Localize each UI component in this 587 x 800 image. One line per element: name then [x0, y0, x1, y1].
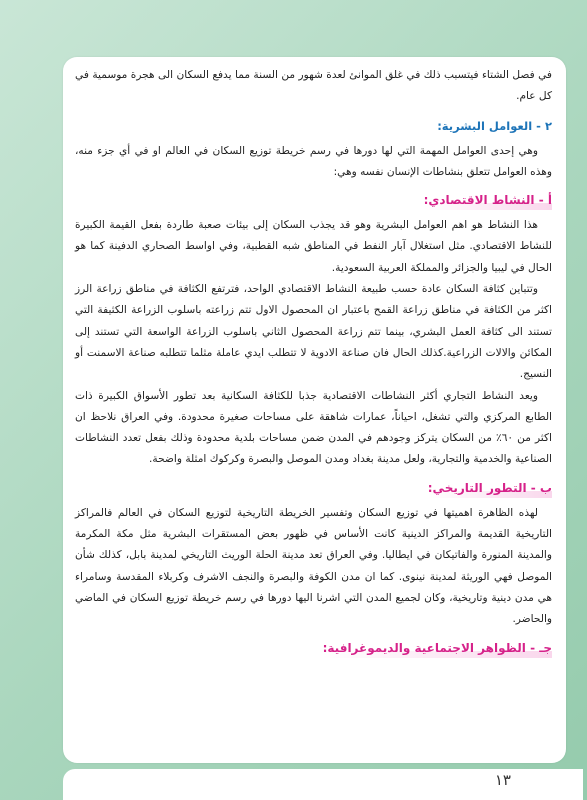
economic-paragraph-1: هذا النشاط هو اهم العوامل البشرية وهو قد يجذب السكان إلى بيئات صعبة طاردة بفعل القيمة الكبيرة للنشاط الاقتصادي. مثل استغلال آبار النفط في المناطق شبه القطبية، وفي اواسط الصحاري الدفينة كما هو الحال في ليبيا والجزائر والمملكة العربية السعودية.	[75, 219, 552, 274]
subheading-economic-activity: أ - النشاط الاقتصادي:	[424, 189, 552, 211]
document-page	[63, 57, 566, 763]
economic-paragraph-3: ويعد النشاط التجاري أكثر النشاطات الاقتصادية جذبا للكثافة السكانية بعد تطور الأسواق الكبيرة ذات الطابع المركزي والتي تشغل، احياناً، عمارات شاهقة على مساحات صغيرة محدودة. وفي العراق نلاحظ ان اكثر من ٦٠٪ من السكان يتركز وجودهم في المدن ضمن مساحات بلدية محدودة وذلك بفعل تعدد النشاطات الصناعية والخدمية والتجارية، ولعل مدينة بغداد ومدن الموصل والبصرة وكركوك امثلة واضحة.	[75, 389, 552, 466]
subheading-historical-development: ب - التطور التاريخي:	[428, 477, 552, 499]
subheading-social-demographic: جـ - الظواهر الاجتماعية والديموغرافية:	[323, 637, 552, 659]
page-footer	[63, 769, 583, 800]
page-number: ١٣	[494, 771, 511, 789]
section-heading-human-factors: ٢ - العوامل البشرية:	[437, 118, 552, 133]
top-paragraph: في فصل الشتاء فيتسبب ذلك في غلق الموانئ لعدة شهور من السنة مما يدفع السكان الى هجرة موسمية في كل عام.	[75, 69, 552, 103]
historical-paragraph: لهذه الظاهرة اهميتها في توزيع السكان وتفسير الخريطة التاريخية لتوزيع السكان في العالم فالمراكز التاريخية القديمة والمراكز الدينية كانت الأساس في ظهور بعض المستقرات البشرية مثل مكة المكرمة والمدينة المنورة والفاتيكان في ايطاليا. وفي العراق تعد مدينة الحلة الوريث التاريخي لمدينة بابل، كذلك شأن الموصل فهي الوريثة لمدينة نينوى. كما ان مدن الكوفة والبصرة والنجف الاشرف وكربلاء المقدسة وسامراء هي مدن دينية وتاريخية، وكان لجميع المدن التي اشرنا اليها دورها في رسم خريطة توزيع السكان في الماضي والحاضر.	[75, 506, 552, 626]
economic-paragraph-2: وتتباين كثافة السكان عادة حسب طبيعة النشاط الاقتصادي الواحد، فترتفع الكثافة في مناطق زراعة الرز اكثر من الكثافة في مناطق زراعة القمح باعتبار ان المحصول الاول تتم زراعته باسلوب الزراعة الكثيفة التي تستند الى كثافة العمل البشري، بينما تتم زراعة المحصول الثاني باسلوب الزراعة الواسعة التي تستند إلى المكائن والالات الزراعية.كذلك الحال فان صناعة الادوية لا تتطلب ايدي عاملة مثلما تتطلبه صناعة الاسمنت أو النسيج.	[75, 283, 552, 381]
section-intro: وهي إحدى العوامل المهمة التي لها دورها في رسم خريطة توزيع السكان في العالم او في أي جزء منه، وهذه العوامل تتعلق بنشاطات الإنسان نفسه وهي:	[75, 144, 552, 178]
